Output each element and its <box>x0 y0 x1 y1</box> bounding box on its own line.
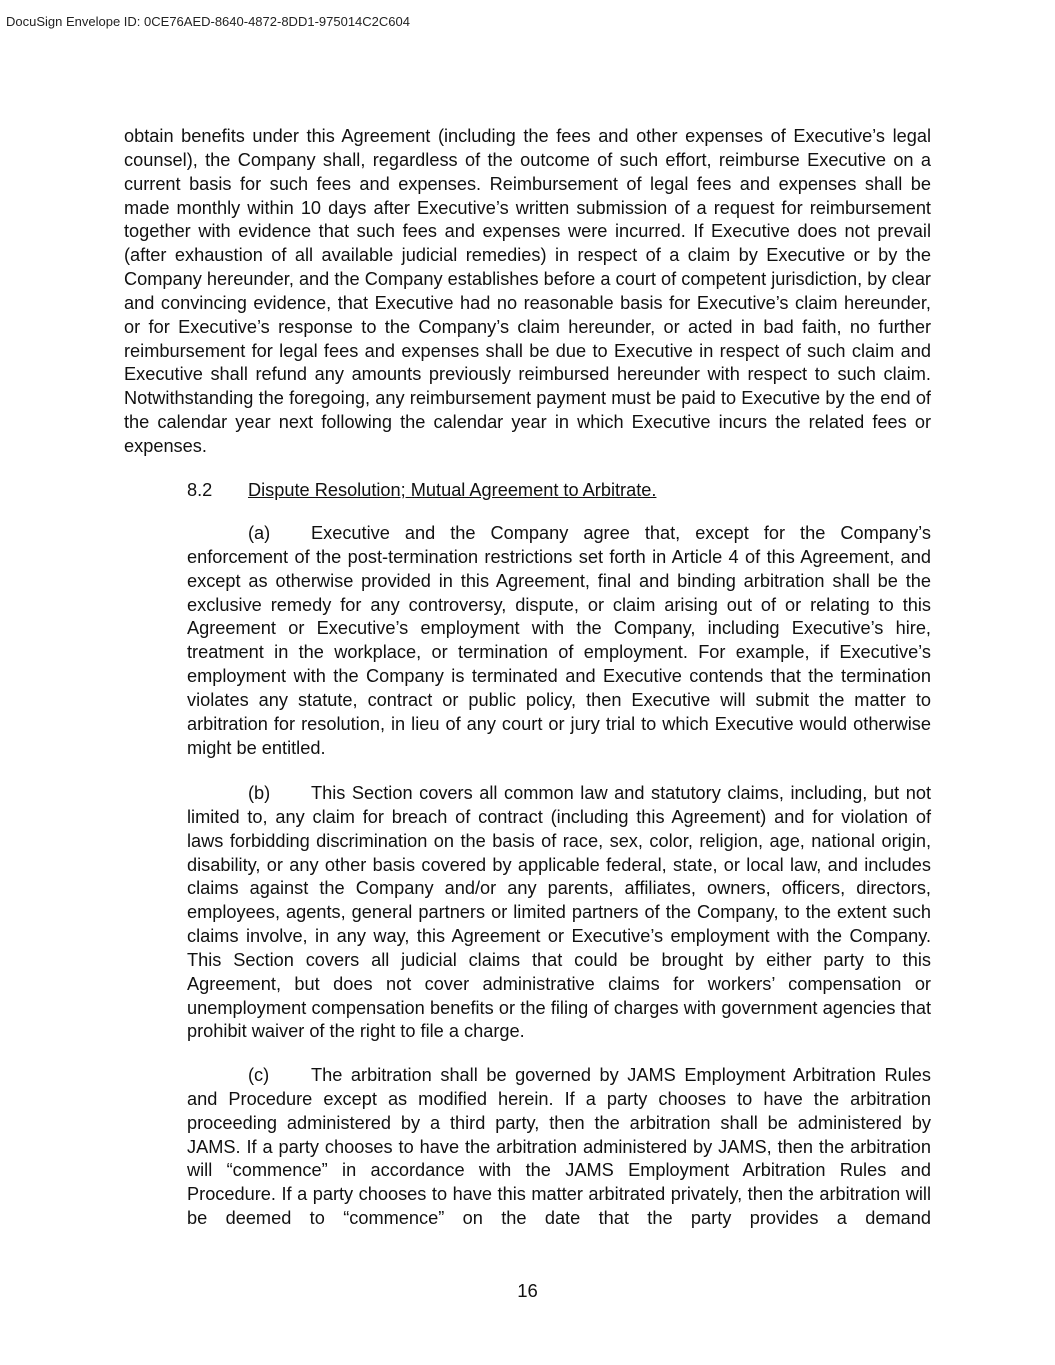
envelope-id: DocuSign Envelope ID: 0CE76AED-8640-4872-8DD1-975014C2C604 <box>6 14 410 29</box>
subsection-text: The arbitration shall be governed by JAMS Employment Arbitration Rules and Procedure except as modified herein. If a party chooses to have the arbitration proceeding administered by a third party, then the arbitration shall be administered by JAMS. If a party chooses to have the arbitration administered by JAMS, then the arbitration will “commence” in accordance with the JAMS Employment Arbitration Rules and Procedure. If a party chooses to have this matter arbitrated privately, then the arbitration will be deemed to “commence” on the date that the party provides a demand <box>187 1065 931 1229</box>
subsection-text: Executive and the Company agree that, except for the Company’s enforcement of the post-termination restrictions set forth in Article 4 of this Agreement, and except as otherwise provided in this Agreement, final and binding arbitration shall be the exclusive remedy for any controversy, dispute, or claim arising out of or relating to this Agreement or Executive’s employment with the Company, including Executive’s hire, treatment in the workplace, or termination of employment. For example, if Executive’s employment with the Company is terminated and Executive contends that the termination violates any statute, contract or public policy, then Executive will submit the matter to arbitration for resolution, in lieu of any court or jury trial to which Executive would otherwise might be entitled. <box>187 523 931 758</box>
page-number: 16 <box>517 1280 538 1301</box>
subsection-b <box>187 782 931 1044</box>
subsection-c <box>187 1064 931 1231</box>
intro-paragraph: obtain benefits under this Agreement (including the fees and other expenses of Executive’s legal counsel), the Company shall, regardless of the outcome of such effort, reimburse Executive on a current basis for such fees and expenses. Reimbursement of legal fees and expenses shall be made monthly within 10 days after Executive’s written submission of a request for reimbursement together with evidence that such fees and expenses were incurred. If Executive does not prevail (after exhaustion of all available judicial remedies) in respect of a claim by Executive or by the Company hereunder, and the Company establishes before a court of competent jurisdiction, by clear and convincing evidence, that Executive had no reasonable basis for Executive’s claim hereunder, or for Executive’s response to the Company’s claim hereunder, or acted in bad faith, no further reimbursement for legal fees and expenses shall be due to Executive in respect of such claim and Executive shall refund any amounts previously reimbursed hereunder with respect to such claim. Notwithstanding the foregoing, any reimbursement payment must be paid to Executive by the end of the calendar year next following the calendar year in which Executive incurs the related fees or expenses. <box>124 126 931 456</box>
subsection-a <box>187 522 931 760</box>
subsection-text: This Section covers all common law and statutory claims, including, but not limited to, any claim for breach of contract (including this Agreement) and for violation of laws forbidding discrimination on the basis of race, sex, color, religion, age, national origin, disability, or any other basis covered by applicable federal, state, or local law, and includes claims against the Company and/or any parents, affiliates, owners, officers, directors, employees, agents, general partners or limited partners of the Company, to the extent such claims involve, in any way, this Agreement or Executive’s employment with the Company. This Section covers all judicial claims that could be brought by either party to this Agreement, but does not cover administrative claims for workers’ compensation or unemployment compensation benefits or the filing of charges with government agencies that prohibit waiver of the right to file a charge. <box>187 783 931 1042</box>
section-number: 8.2 <box>187 480 213 500</box>
subsection-label: (b) <box>248 783 271 803</box>
section-heading <box>187 478 656 502</box>
section-title: Dispute Resolution; Mutual Agreement to Arbitrate. <box>248 480 657 500</box>
subsection-label: (c) <box>248 1065 270 1085</box>
subsection-label: (a) <box>248 523 271 543</box>
